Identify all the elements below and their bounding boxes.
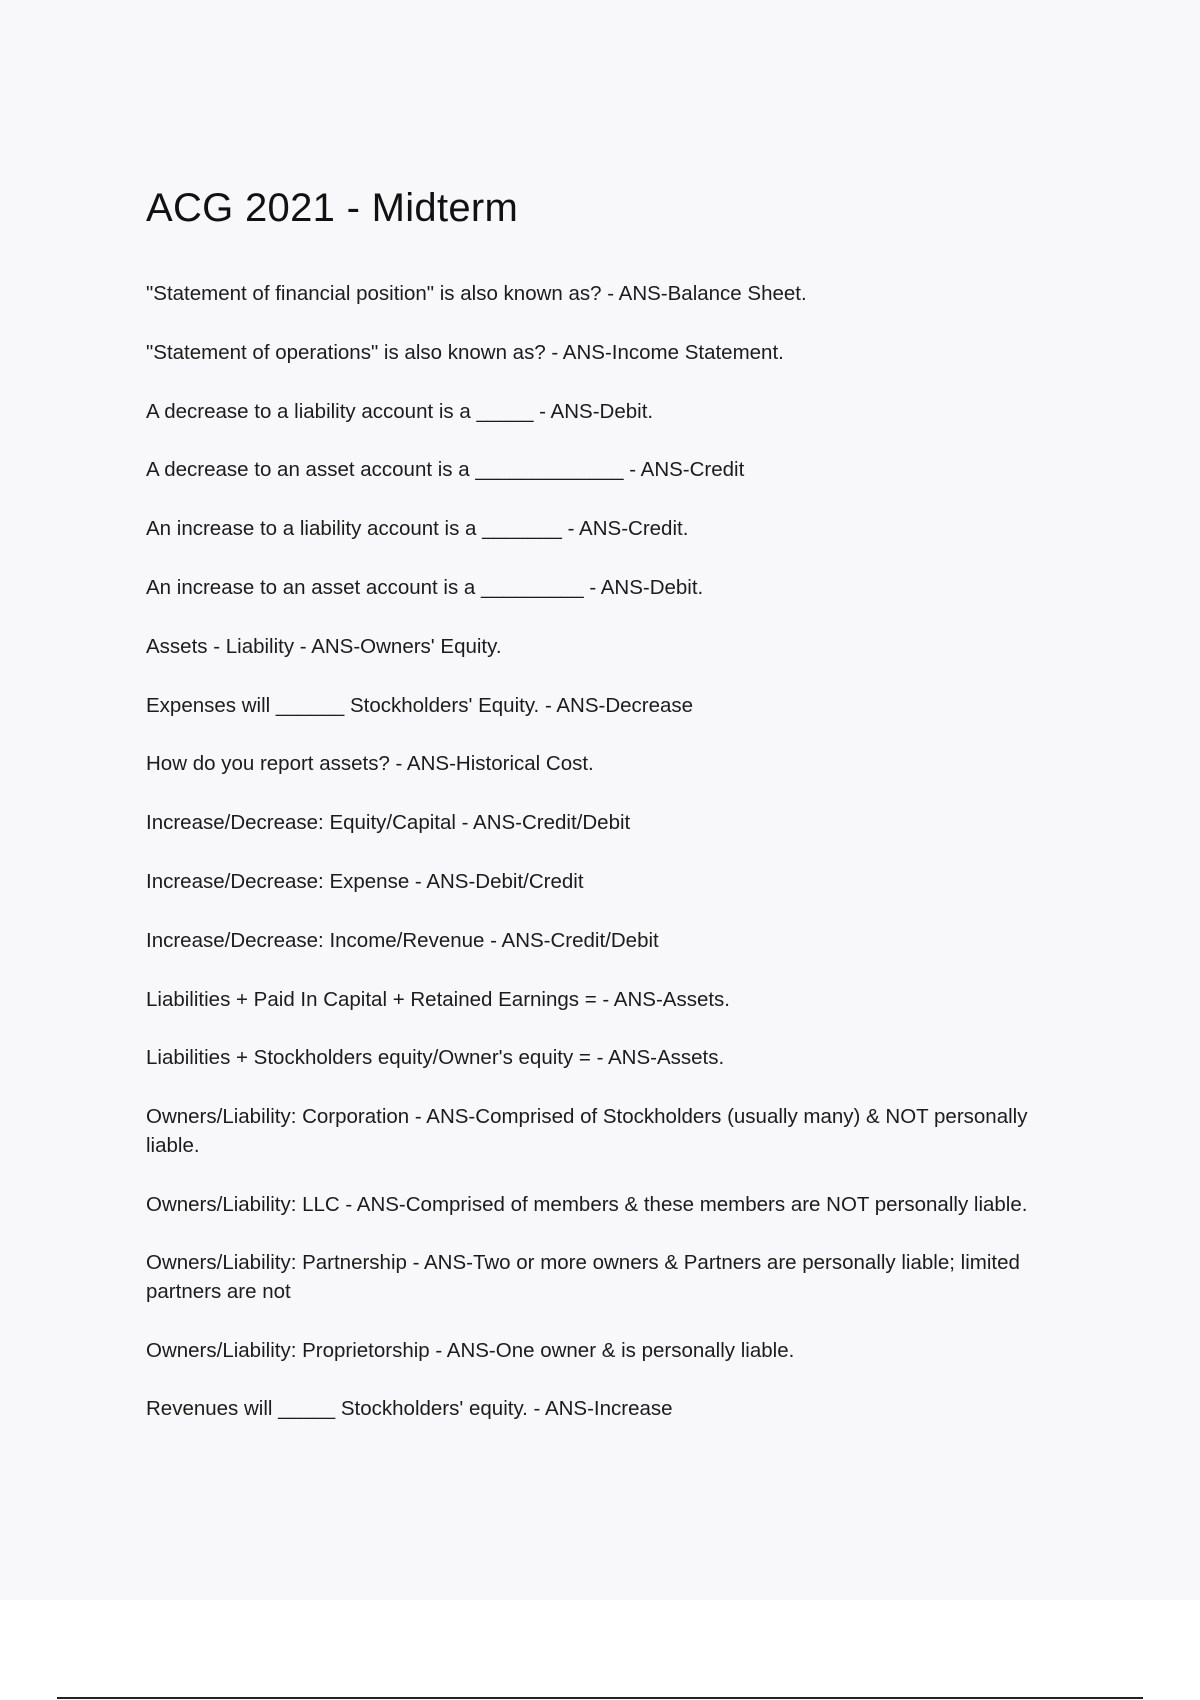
- qa-item: A decrease to an asset account is a _____________ - ANS-Credit: [146, 458, 745, 482]
- document-title: ACG 2021 - Midterm: [146, 186, 519, 230]
- qa-item: How do you report assets? - ANS-Historical Cost.: [146, 752, 594, 776]
- footer-divider: [57, 1697, 1143, 1699]
- qa-item: Owners/Liability: Corporation - ANS-Comprised of Stockholders (usually many) & NOT personally liable.: [146, 1105, 1028, 1158]
- qa-item: An increase to an asset account is a _________ - ANS-Debit.: [146, 575, 704, 599]
- qa-item: Expenses will ______ Stockholders' Equity. - ANS-Decrease: [146, 693, 694, 717]
- qa-item: "Statement of operations" is also known as? - ANS-Income Statement.: [146, 340, 784, 364]
- qa-item: Owners/Liability: LLC - ANS-Comprised of members & these members are NOT personally liable.: [146, 1192, 1028, 1216]
- qa-list: [146, 279, 1046, 1453]
- qa-item: A decrease to a liability account is a _____ - ANS-Debit.: [146, 399, 654, 423]
- qa-item: Increase/Decrease: Income/Revenue - ANS-Credit/Debit: [146, 928, 659, 952]
- qa-item: Owners/Liability: Proprietorship - ANS-One owner & is personally liable.: [146, 1338, 795, 1362]
- qa-item: Increase/Decrease: Expense - ANS-Debit/Credit: [146, 869, 584, 893]
- qa-item: Assets - Liability - ANS-Owners' Equity.: [146, 634, 502, 658]
- qa-item: "Statement of financial position" is also known as? - ANS-Balance Sheet.: [146, 282, 807, 305]
- qa-item: Liabilities + Stockholders equity/Owner's equity = - ANS-Assets.: [146, 1046, 725, 1070]
- qa-item: Liabilities + Paid In Capital + Retained Earnings = - ANS-Assets.: [146, 987, 730, 1011]
- qa-item: An increase to a liability account is a _______ - ANS-Credit.: [146, 517, 689, 541]
- qa-item: Revenues will _____ Stockholders' equity. - ANS-Increase: [146, 1397, 673, 1421]
- qa-item: Owners/Liability: Partnership - ANS-Two or more owners & Partners are personally liable; limited partners are not: [146, 1251, 1020, 1304]
- qa-item: Increase/Decrease: Equity/Capital - ANS-Credit/Debit: [146, 811, 631, 835]
